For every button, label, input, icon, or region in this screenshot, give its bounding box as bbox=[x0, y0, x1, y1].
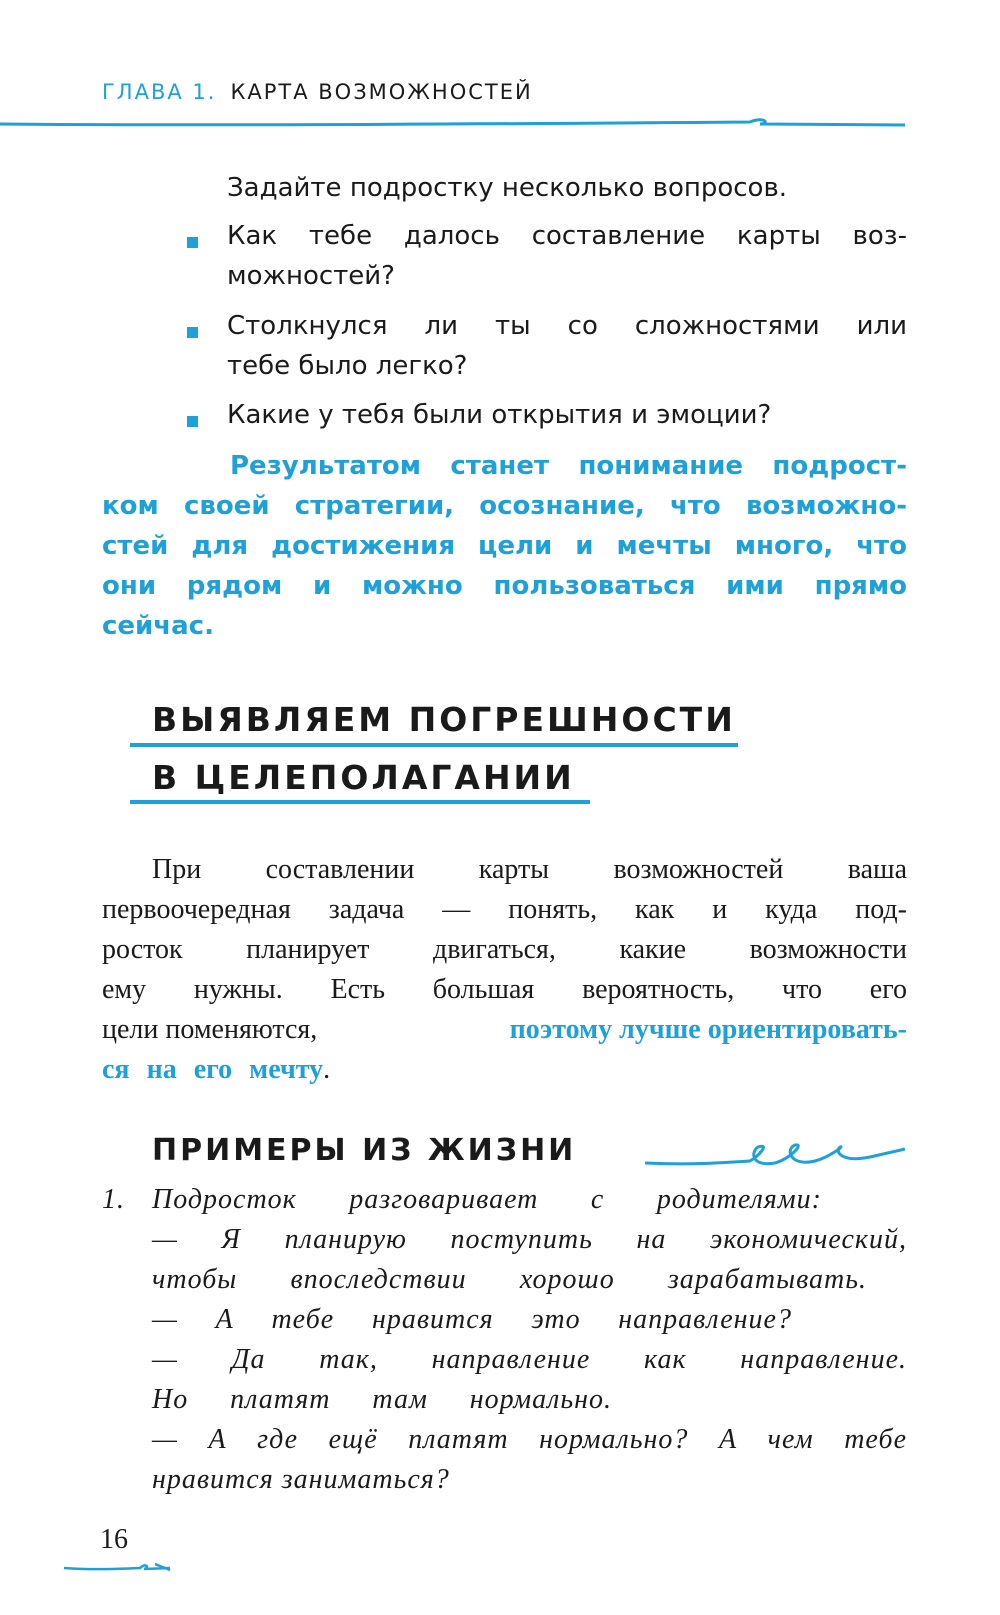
section-title-line-1: ВЫЯВЛЯЕМ ПОГРЕШНОСТИ bbox=[152, 700, 736, 739]
swirl-decoration bbox=[640, 1125, 910, 1175]
example-number: 1. bbox=[102, 1184, 125, 1215]
bullet-icon bbox=[187, 416, 198, 427]
body-line-6-highlight: ся на его мечту bbox=[102, 1054, 324, 1085]
title-underline bbox=[130, 743, 738, 747]
question-2-line-1: Столкнулся ли ты со сложностями или bbox=[227, 311, 907, 341]
example-line-2: — Я планирую поступить на экономический, bbox=[152, 1224, 907, 1255]
body-line-5 bbox=[102, 1010, 907, 1050]
title-underline bbox=[130, 800, 590, 804]
result-line-5: сейчас. bbox=[102, 611, 214, 641]
header-rule bbox=[0, 112, 910, 132]
question-2-line-2: тебе было легко? bbox=[227, 351, 468, 381]
intro-text: Задайте подростку несколько вопросов. bbox=[227, 173, 788, 203]
body-line-4: ему нужны. Есть большая вероятность, что его bbox=[102, 974, 907, 1005]
chapter-label: ГЛАВА 1. bbox=[102, 80, 217, 104]
bullet-icon bbox=[187, 237, 198, 248]
body-line-5-highlight: поэтому лучше ориентировать- bbox=[509, 1014, 907, 1045]
result-line-1: Результатом станет понимание подрост- bbox=[230, 451, 907, 481]
examples-title: ПРИМЕРЫ ИЗ ЖИЗНИ bbox=[152, 1133, 577, 1168]
question-1-line-1: Как тебе далось составление карты воз- bbox=[227, 221, 907, 251]
question-3: Какие у тебя были открытия и эмоции? bbox=[227, 400, 772, 430]
example-line-6: Но платят там нормально. bbox=[152, 1384, 612, 1415]
question-1-line-2: можностей? bbox=[227, 261, 395, 291]
example-line-8: нравится заниматься? bbox=[152, 1464, 450, 1495]
running-header bbox=[102, 80, 533, 104]
chapter-title: КАРТА ВОЗМОЖНОСТЕЙ bbox=[230, 80, 533, 104]
example-line-4: — А тебе нравится это направление? bbox=[152, 1304, 792, 1335]
page-number-swirl bbox=[60, 1556, 180, 1576]
page-number: 16 bbox=[100, 1524, 128, 1555]
result-line-4: они рядом и можно пользоваться ими прямо bbox=[102, 571, 907, 601]
body-line-5-plain: цели поменяются, bbox=[102, 1014, 318, 1045]
body-line-1: При составлении карты возможностей ваша bbox=[152, 854, 907, 885]
body-line-2: первоочередная задача — понять, как и куда под- bbox=[102, 894, 907, 925]
result-line-3: стей для достижения цели и мечты много, что bbox=[102, 531, 907, 561]
bullet-icon bbox=[187, 327, 198, 338]
section-title-line-2: В ЦЕЛЕПОЛАГАНИИ bbox=[152, 758, 575, 797]
example-line-5: — Да так, направление как направление. bbox=[152, 1344, 907, 1375]
body-line-3: росток планирует двигаться, какие возможности bbox=[102, 934, 907, 965]
result-line-2: ком своей стратегии, осознание, что возможно- bbox=[102, 491, 907, 521]
example-line-1: Подросток разговаривает с родителями: bbox=[152, 1184, 822, 1215]
example-line-3: чтобы впоследствии хорошо зарабатывать. bbox=[152, 1264, 867, 1295]
body-line-6-end: . bbox=[323, 1054, 331, 1085]
body-line-6 bbox=[102, 1050, 330, 1090]
example-line-7: — А где ещё платят нормально? А чем тебе bbox=[152, 1424, 907, 1455]
